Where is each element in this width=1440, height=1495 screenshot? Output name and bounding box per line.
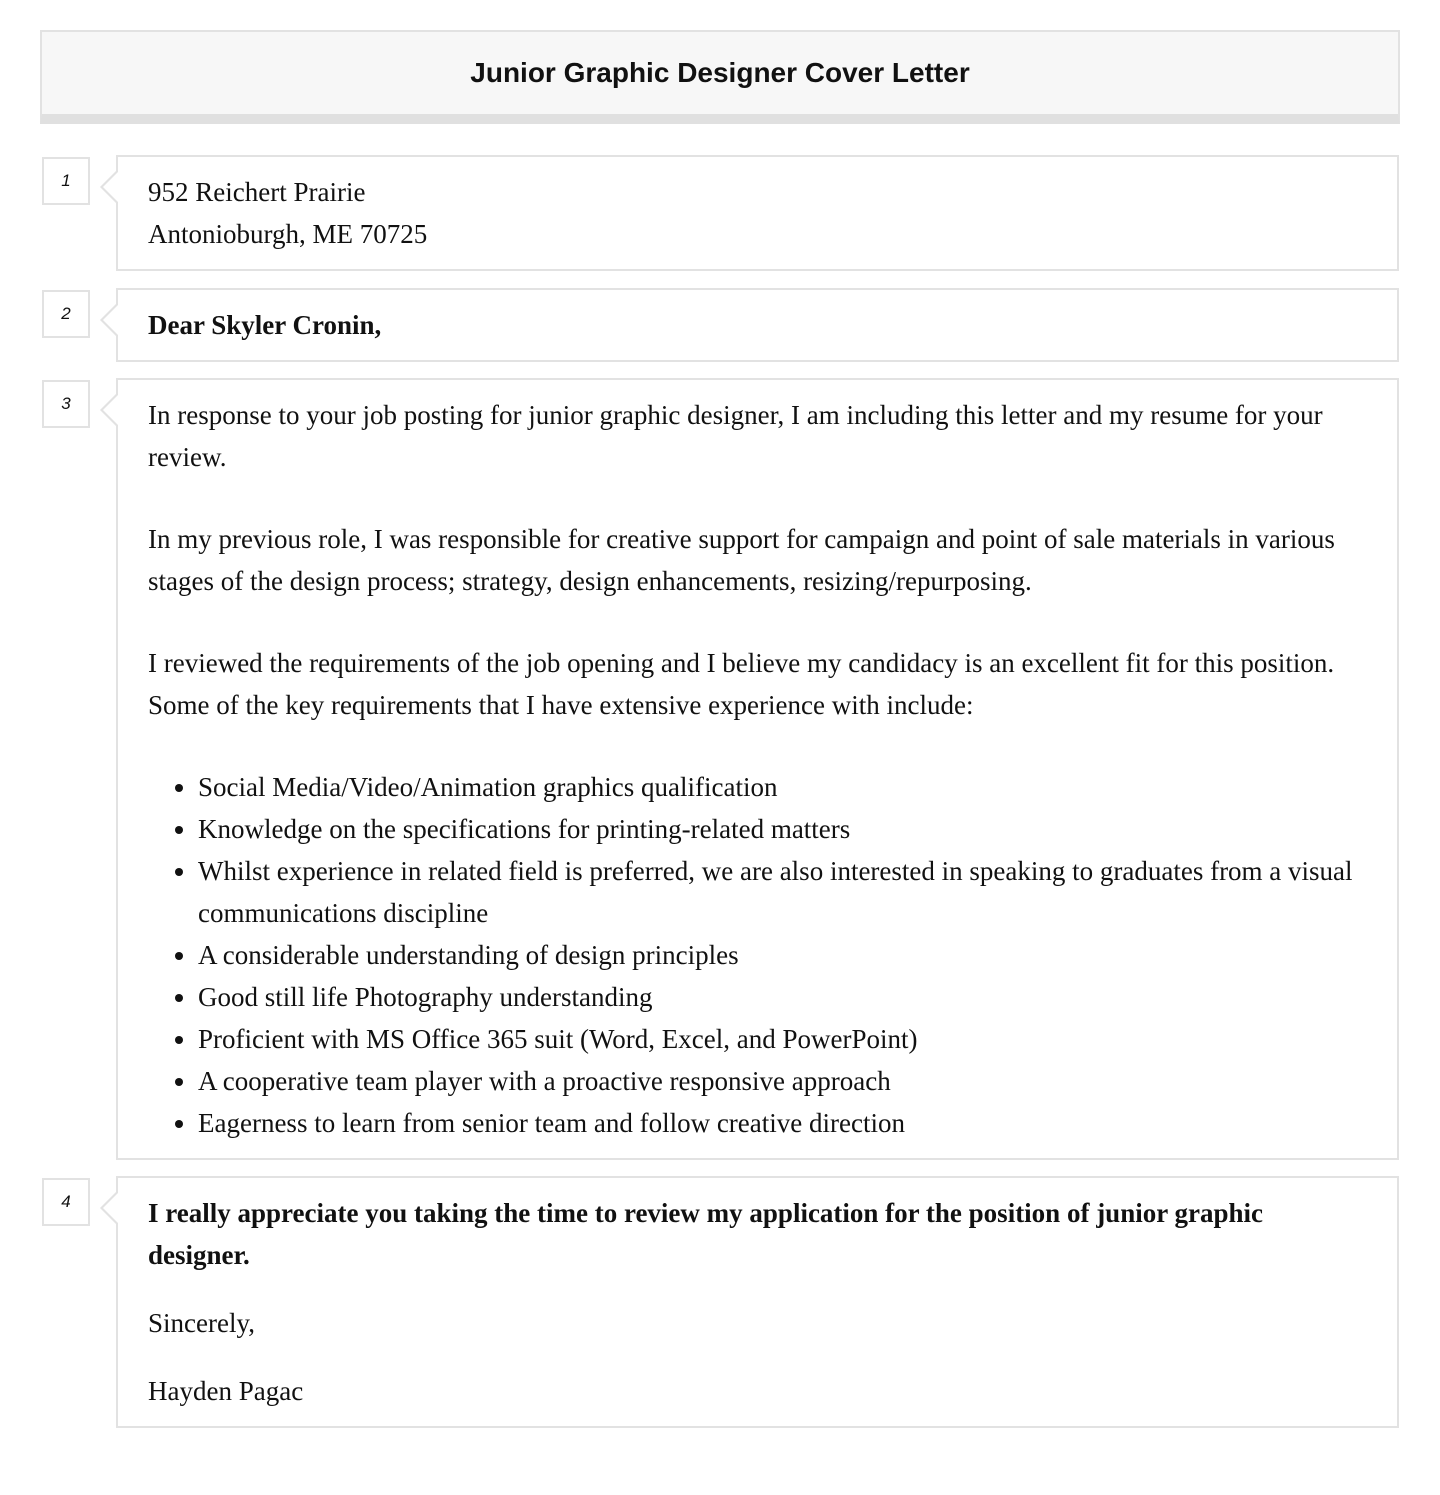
section-number: 1	[42, 157, 90, 205]
greeting-card	[116, 288, 1399, 362]
list-item: • Eagerness to learn from senior team and follow creative direction	[198, 1102, 1367, 1144]
section-number: 4	[42, 1178, 90, 1226]
list-item: • Good still life Photography understanding	[198, 976, 1367, 1018]
closing-statement: I really appreciate you taking the time to review my application for the position of junior graphic designer.	[148, 1198, 1263, 1270]
list-item: • Proficient with MS Office 365 suit (Word, Excel, and PowerPoint)	[198, 1018, 1367, 1060]
section-number: 3	[42, 380, 90, 428]
page-title: Junior Graphic Designer Cover Letter	[470, 57, 970, 88]
list-item: • Whilst experience in related field is preferred, we are also interested in speaking to graduates from a visual communications discipline	[198, 850, 1367, 934]
list-item: • Social Media/Video/Animation graphics qualification	[198, 766, 1367, 808]
body-card	[116, 378, 1399, 1160]
address-line: 952 Reichert Prairie	[148, 177, 366, 207]
greeting: Dear Skyler Cronin,	[148, 310, 382, 340]
requirements-list	[148, 766, 1367, 1144]
paragraph: I reviewed the requirements of the job opening and I believe my candidacy is an excellent fit for this position. Some of the key requirements that I have extensive experience with include:	[148, 648, 1335, 720]
section-number: 2	[42, 290, 90, 338]
signoff: Sincerely,	[148, 1308, 255, 1338]
signature-name: Hayden Pagac	[148, 1376, 304, 1406]
list-item: • A cooperative team player with a proactive responsive approach	[198, 1060, 1367, 1102]
closing-card	[116, 1176, 1399, 1428]
paragraph: In my previous role, I was responsible for creative support for campaign and point of sale materials in various stages of the design process; strategy, design enhancements, resizing/repurposing.	[148, 524, 1335, 596]
address-card	[116, 155, 1399, 271]
paragraph: In response to your job posting for junior graphic designer, I am including this letter and my resume for your review.	[148, 400, 1323, 472]
list-item: • A considerable understanding of design principles	[198, 934, 1367, 976]
list-item: • Knowledge on the specifications for printing-related matters	[198, 808, 1367, 850]
address-line: Antonioburgh, ME 70725	[148, 219, 428, 249]
page-header	[40, 30, 1400, 124]
